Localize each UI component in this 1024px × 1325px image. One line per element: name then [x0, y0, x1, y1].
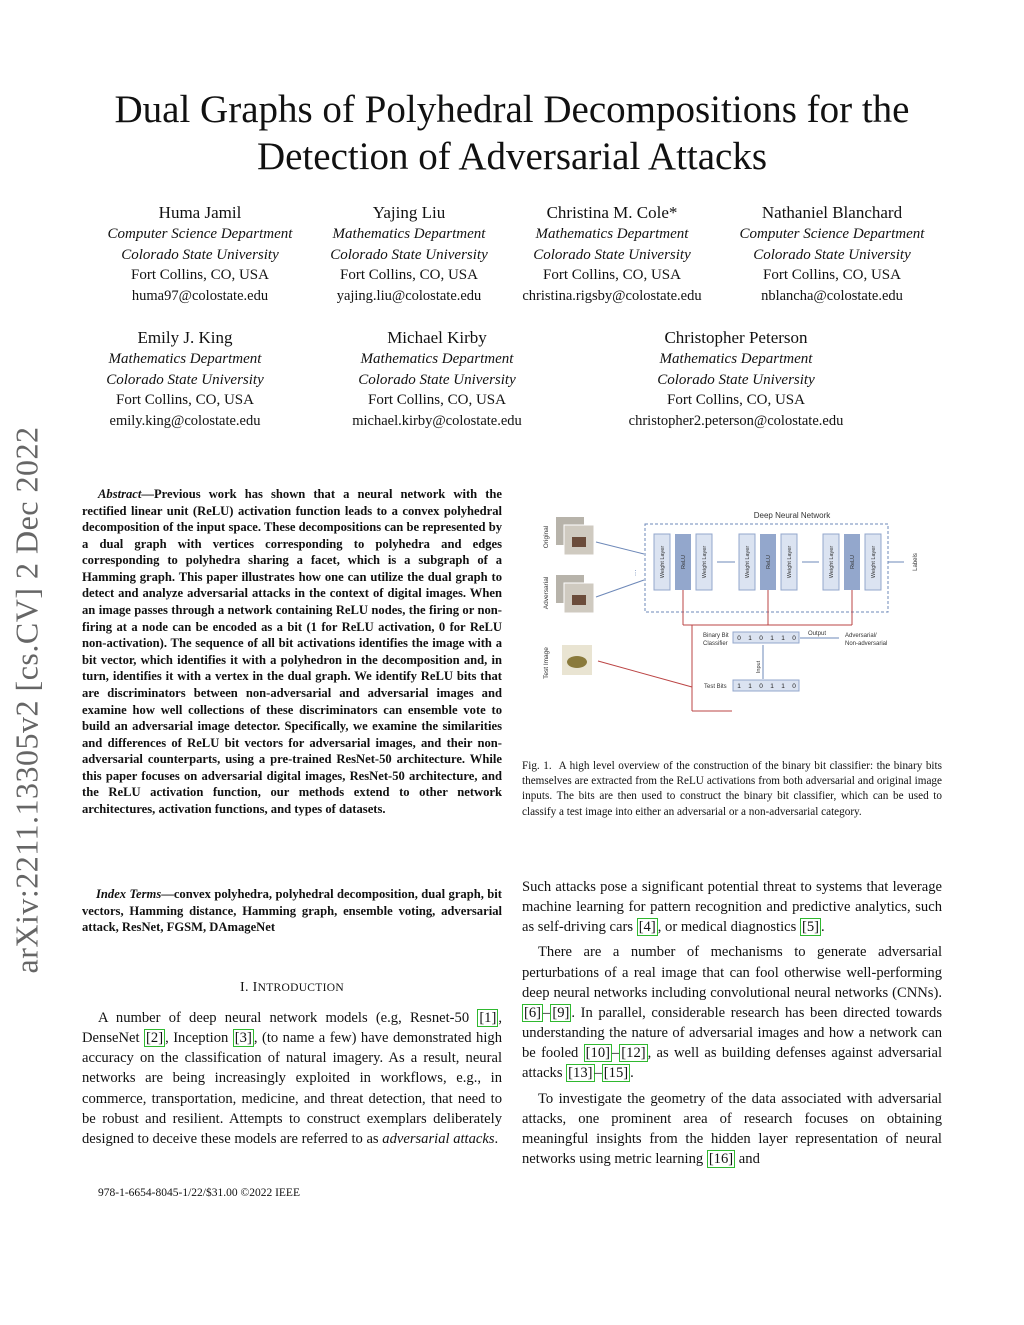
figure-diagram — [532, 497, 940, 719]
bit: 0 — [759, 683, 763, 690]
text-run: . — [821, 919, 825, 936]
layer-label: Weight Layer — [660, 545, 666, 579]
bit-box — [733, 632, 799, 643]
figure-1 — [532, 497, 940, 719]
paper-title: Dual Graphs of Polyhedral Decompositions for the Detection of Adversarial Attacks — [114, 88, 910, 178]
text-run: , Inception — [165, 1030, 233, 1047]
bit: 0 — [759, 635, 763, 642]
citation-link[interactable]: [5] — [801, 919, 820, 936]
section-heading — [82, 980, 502, 996]
layer-label: Weight Layer — [787, 545, 793, 579]
author-city: Fort Collins, CO, USA — [667, 392, 805, 409]
copyright-notice: 978-1-6654-8045-1/22/$31.00 ©2022 IEEE — [98, 1187, 300, 1199]
text-run: . In parallel, considerable research has been directed towards understanding the nature of adversarial images and how a network can be fooled — [522, 1004, 942, 1062]
caption-text: A high level overview of the construction of the binary bit classifier: the binary bits themselves are extracted from the ReLU activations from both adversarial and original image inputs. The bits are then used to construct the binary bit classifier, which can be used to classify a test image into either an adversarial or a non-adversarial category. — [522, 760, 942, 818]
author-city: Fort Collins, CO, USA — [340, 267, 478, 284]
citation-link[interactable]: [15] — [603, 1065, 629, 1082]
classifier-label: Classifier — [703, 641, 728, 647]
author-name: Nathaniel Blanchard — [761, 203, 903, 222]
section-title-initial: I — [252, 980, 258, 995]
author-email: christopher2.peterson@colostate.edu — [628, 413, 844, 430]
author-dept: Computer Science Department — [739, 226, 925, 242]
text-run: . — [494, 1130, 499, 1147]
author-univ: Colorado State University — [106, 371, 264, 388]
author-city: Fort Collins, CO, USA — [763, 267, 901, 284]
text-run: , or medical diagnostics — [657, 919, 800, 936]
author-block — [312, 202, 506, 307]
bit: 1 — [737, 683, 741, 690]
citation-link[interactable]: [3] — [234, 1030, 252, 1047]
text-run: A number of deep neural network models (e.g, Resnet-50 — [98, 1010, 478, 1026]
author-block — [720, 202, 944, 307]
author-name: Huma Jamil — [158, 203, 242, 222]
original-image-stack — [556, 517, 594, 555]
image-thumb — [567, 656, 587, 668]
author-city: Fort Collins, CO, USA — [543, 267, 681, 284]
author-email: emily.king@colostate.edu — [109, 413, 261, 430]
abstract-label: Abstract — [98, 487, 142, 501]
author-name: Emily J. King — [137, 328, 233, 347]
layer-label: Weight Layer — [829, 545, 835, 579]
abstract-text: —Previous work has shown that a neural network with the rectified linear unit (ReLU) activation function leads to a convex polyhedral decomposition of the input space. These decompositions can be represented by a dual graph with vertices corresponding to polyhedra and edges corresponding to polyhedra sharing a facet, which is a subgraph of a Hamming graph. This paper illustrates how one can utilize the dual graph to detect and analyze adversarial attacks in the context of digital images. When an image passes through a network containing ReLU nodes, the firing or non-firing at a node can be encoded as a bit (1 for ReLU activation, 0 for ReLU non-activation). The sequence of all bit activations identifies the image with a bit vector, which identifies it with a polyhedron in the decomposition and, in turn, identifies it with a vertex in the dual graph. We identify ReLU bits that are discriminators between non-adversarial and adversarial images and examine how well collections of these discriminators can ensemble vote to build an adversarial image detector. Specifically, we examine the similarities and differences of ReLU bit vectors for adversarial images, and their non-adversarial counterparts, using a pre-trained ResNet-50 architecture. While this paper focuses on adversarial digital images, ResNet-50 architecture, and the ReLU activation function, our methods extend to other network architectures, activation functions, and types of datasets. — [82, 487, 502, 816]
author-dept: Mathematics Department — [535, 226, 689, 242]
ellipsis: ⋮ — [632, 570, 639, 577]
figure-caption — [522, 759, 942, 820]
citation-link[interactable]: [1] — [479, 1010, 497, 1026]
author-block — [604, 327, 868, 432]
bit: 0 — [737, 635, 741, 642]
text-run: To investigate the geometry of the data associated with adversarial attacks, one prominent area of research focuses on obtaining meaningful insights from the hidden layer representation of neural networks using metric learning — [522, 1090, 942, 1168]
bit: 0 — [792, 635, 796, 642]
author-dept: Computer Science Department — [107, 226, 293, 242]
classifier-label: Binary Bit — [703, 633, 729, 639]
result-label: Adversarial/ — [845, 633, 877, 639]
bit: 1 — [781, 635, 785, 642]
text-run: , (to name a few) have demonstrated high accuracy on the classification of natural imagery. As a result, neural networks are being increasingly exploited in workflows, e.g., in commerce, transportation, medicine, and threat detection, that need to be robust and resilient. Attempts to construct exemplars deliberately designed to deceive these models are referred to as — [82, 1030, 502, 1147]
text-run: There are a number of mechanisms to generate adversarial perturbations of a real image that can fool otherwise well-performing deep neural networks including convolutional neural networks (CNNs). — [522, 944, 942, 1001]
author-univ: Colorado State University — [657, 371, 815, 388]
input-label: Input — [756, 660, 762, 674]
row-label-original: Original — [543, 525, 550, 549]
text-run: , DenseNet — [82, 1010, 502, 1047]
paragraph — [522, 1089, 942, 1170]
figure-title: Deep Neural Network — [753, 511, 831, 520]
bit: 0 — [792, 683, 796, 690]
abstract — [82, 486, 502, 818]
image-thumb — [572, 537, 586, 547]
bit-box — [733, 680, 799, 691]
paragraph — [522, 877, 942, 937]
arxiv-side-label: arXiv:2211.13305v2 [cs.CV] 2 Dec 2022 — [8, 426, 45, 974]
text-run: Such attacks pose a significant potential threat to systems that leverage machine learning for pattern recognition and predictive analytics, such as self-driving cars — [522, 879, 942, 936]
bit: 1 — [748, 635, 752, 642]
author-univ: Colorado State University — [330, 246, 488, 263]
test-bits-label: Test Bits — [704, 684, 727, 690]
citation-link[interactable]: [6] — [524, 1004, 542, 1021]
author-univ: Colorado State University — [533, 246, 691, 263]
bit: 1 — [781, 683, 785, 690]
labels-text: Labels — [913, 553, 919, 571]
section-number: I. — [240, 980, 249, 995]
image-thumb — [572, 595, 586, 605]
citation-link[interactable]: [2] — [146, 1030, 164, 1047]
caption-label: Fig. 1. — [522, 760, 552, 772]
text-run: and — [735, 1151, 760, 1168]
author-email: michael.kirby@colostate.edu — [352, 413, 522, 430]
author-univ: Colorado State University — [121, 246, 279, 263]
author-email: christina.rigsby@colostate.edu — [522, 288, 702, 305]
citation-link[interactable]: [16] — [708, 1151, 734, 1168]
bit: 1 — [748, 683, 752, 690]
bit: 1 — [770, 683, 774, 690]
intro-paragraph — [82, 1008, 502, 1149]
author-univ: Colorado State University — [753, 246, 911, 263]
text-run: – — [611, 1045, 620, 1062]
author-city: Fort Collins, CO, USA — [131, 267, 269, 284]
layer-label: ReLU — [850, 554, 856, 570]
citation-link[interactable]: [13] — [568, 1065, 593, 1082]
paragraph — [522, 942, 942, 1083]
citation-link[interactable]: [9] — [552, 1004, 570, 1021]
author-block — [82, 202, 318, 307]
text-run: , as well as building defenses against adversarial attacks — [522, 1045, 942, 1082]
index-terms — [82, 886, 502, 936]
text-run: – — [594, 1065, 602, 1082]
author-dept: Mathematics Department — [659, 351, 813, 367]
connector — [598, 661, 692, 687]
classifier-bits — [733, 632, 799, 643]
arrow — [596, 580, 644, 597]
arrow — [596, 542, 644, 554]
author-block — [500, 202, 724, 307]
author-block — [70, 327, 300, 432]
author-dept: Mathematics Department — [108, 351, 262, 367]
author-city: Fort Collins, CO, USA — [368, 392, 506, 409]
author-name: Michael Kirby — [387, 328, 487, 347]
index-terms-text: —convex polyhedra, polyhedral decomposition, dual graph, bit vectors, Hamming distance, Hamming graph, ensemble voting, adversarial attack, ResNet, FGSM, DAmageNet — [82, 887, 502, 935]
author-email: huma97@colostate.edu — [131, 288, 269, 305]
author-email: yajing.liu@colostate.edu — [336, 288, 482, 305]
result-label: Non-adversarial — [845, 641, 888, 647]
layer-label: ReLU — [681, 554, 687, 570]
adversarial-image-stack — [556, 575, 594, 613]
row-label-adversarial: Adversarial — [543, 576, 550, 610]
output-label: Output — [808, 631, 827, 637]
emphasis: adversarial attacks — [382, 1130, 495, 1147]
test-image-thumb — [562, 645, 592, 675]
bit: 1 — [770, 635, 774, 642]
right-column-text — [522, 877, 942, 1169]
author-name: Christina M. Cole* — [546, 203, 678, 222]
citation-link[interactable]: [10] — [585, 1045, 610, 1062]
author-dept: Mathematics Department — [332, 226, 486, 242]
text-run: – — [543, 1004, 551, 1021]
layer-label: Weight Layer — [745, 545, 751, 579]
index-terms-label: Index Terms — [96, 887, 162, 901]
author-dept: Mathematics Department — [360, 351, 514, 367]
citation-link[interactable]: [4] — [638, 919, 656, 936]
author-name: Christopher Peterson — [664, 328, 808, 347]
author-city: Fort Collins, CO, USA — [116, 392, 254, 409]
row-label-test: Test Image — [543, 647, 550, 679]
layer-label: ReLU — [766, 554, 772, 570]
layer-label: Weight Layer — [871, 545, 877, 579]
citation-link[interactable]: [12] — [621, 1045, 646, 1062]
author-block — [330, 327, 544, 432]
layer-label: Weight Layer — [702, 545, 708, 579]
author-name: Yajing Liu — [372, 203, 446, 222]
author-univ: Colorado State University — [358, 371, 516, 388]
text-run: . — [630, 1065, 634, 1082]
section-title-rest: NTRODUCTION — [257, 982, 344, 994]
author-email: nblancha@colostate.edu — [761, 288, 903, 305]
